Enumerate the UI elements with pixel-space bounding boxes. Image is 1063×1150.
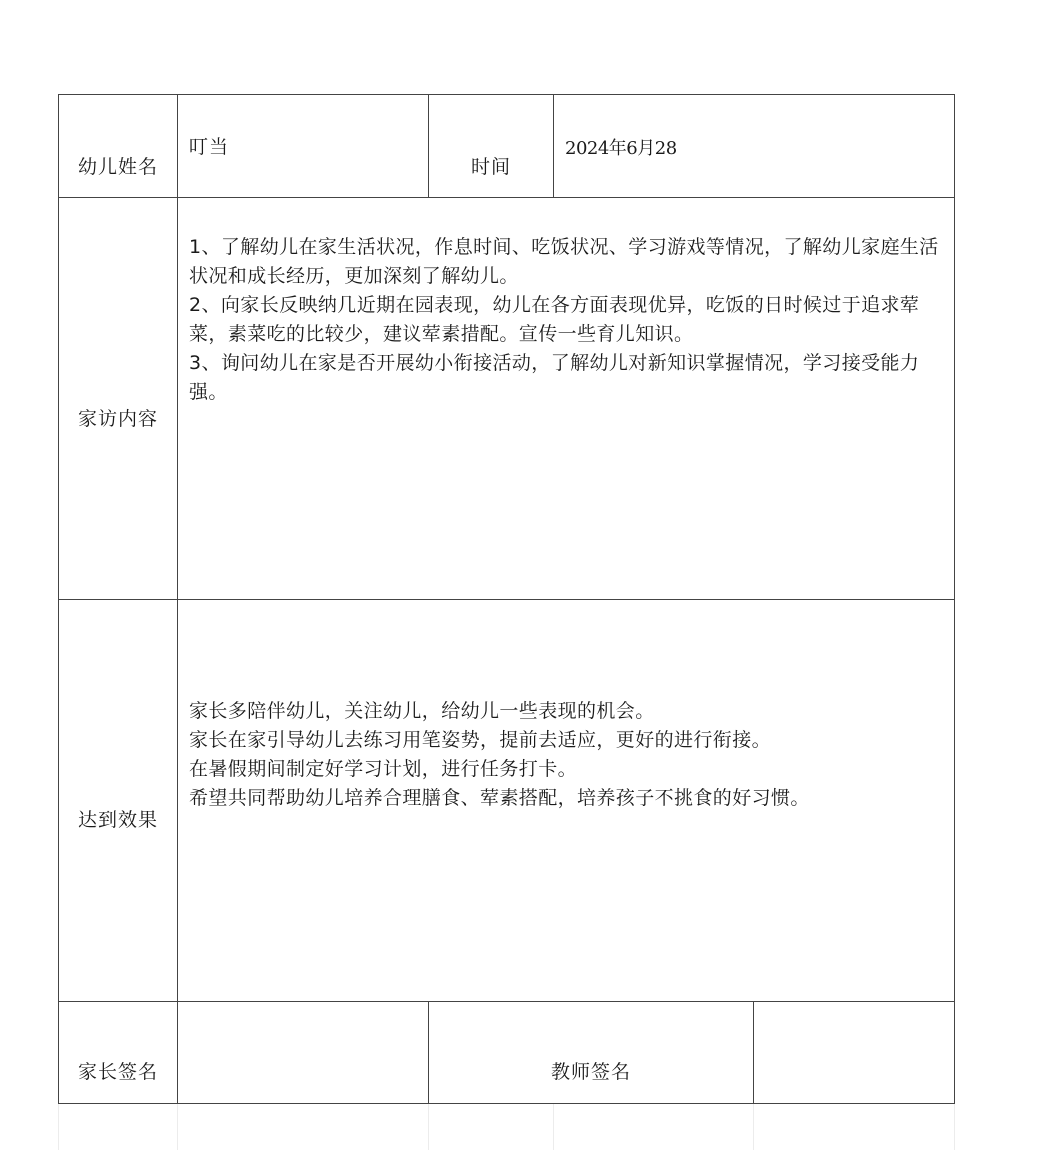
effect-item: 家长多陪伴幼儿，关注幼儿，给幼儿一些表现的机会。: [189, 700, 655, 722]
time-label-left-divider: [428, 94, 429, 198]
label-column-divider: [177, 94, 178, 1104]
time-label: 时间: [471, 156, 512, 178]
table-border-right: [954, 94, 955, 1104]
effect-text: [189, 697, 943, 813]
time-value: 2024年6月28: [565, 138, 677, 159]
ghost-line: [954, 1104, 955, 1150]
ghost-line: [753, 1104, 754, 1150]
row-divider-2: [58, 599, 955, 600]
teacher-sign-left-divider: [428, 1001, 429, 1104]
effect-item: 希望共同帮助幼儿培养合理膳食、荤素搭配，培养孩子不挑食的好习惯。: [189, 787, 810, 809]
child-name-label: 幼儿姓名: [78, 156, 159, 178]
effect-item: 家长在家引导幼儿去练习用笔姿势，提前去适应，更好的进行衔接。: [189, 729, 772, 751]
visit-content-item: 3、询问幼儿在家是否开展幼小衔接活动，了解幼儿对新知识掌握情况，学习接受能力强。: [189, 352, 920, 403]
child-name-value: 叮当: [189, 136, 230, 158]
visit-content-label: 家访内容: [78, 408, 159, 430]
visit-content-item: 1、了解幼儿在家生活状况，作息时间、吃饭状况、学习游戏等情况，了解幼儿家庭生活状况和成长经历，更加深刻了解幼儿。: [189, 236, 939, 287]
parent-signature-label: 家长签名: [78, 1061, 159, 1083]
teacher-signature-field[interactable]: [754, 1002, 954, 1103]
ghost-line: [553, 1104, 554, 1150]
ghost-line: [177, 1104, 178, 1150]
time-label-right-divider: [553, 94, 554, 198]
row-divider-1: [58, 197, 955, 198]
visit-content-item: 2、向家长反映纳几近期在园表现，幼儿在各方面表现优异，吃饭的日时候过于追求荤菜，素菜吃的比较少，建议荤素措配。宣传一些育儿知识。: [189, 294, 920, 345]
table-border-top: [58, 94, 955, 95]
table-border-left: [58, 94, 59, 1104]
table-border-bottom: [58, 1103, 955, 1104]
parent-signature-field[interactable]: [178, 1002, 428, 1103]
ghost-line: [428, 1104, 429, 1150]
effect-item: 在暑假期间制定好学习计划，进行任务打卡。: [189, 758, 578, 780]
teacher-signature-label: 教师签名: [551, 1061, 632, 1083]
visit-content-text: [189, 233, 943, 407]
effect-label: 达到效果: [78, 809, 159, 831]
ghost-line: [58, 1104, 59, 1150]
